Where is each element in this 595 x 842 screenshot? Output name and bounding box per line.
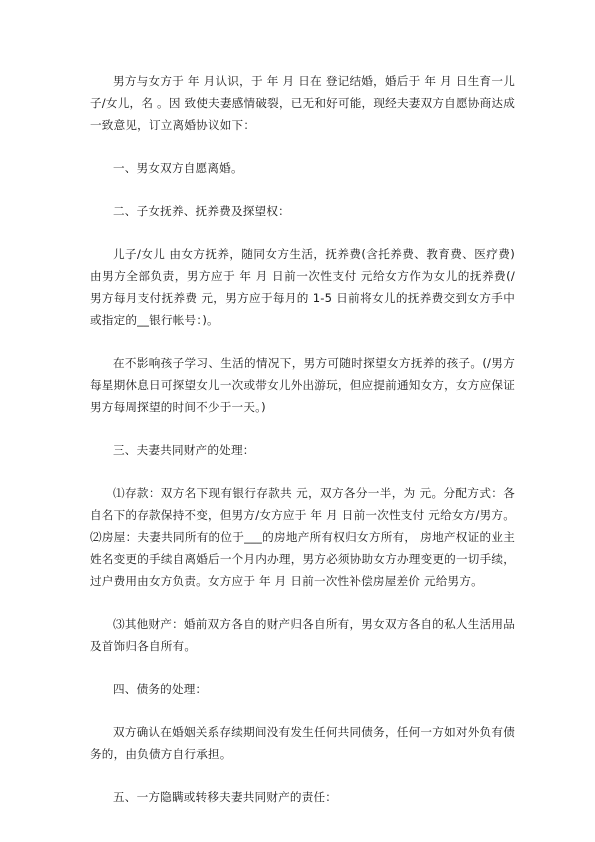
document-body <box>90 70 515 829</box>
section-heading-2: 二、子女抚养、抚养费及探望权： <box>113 204 290 218</box>
other-property-paragraph: ⑶其他财产：婚前双方各自的财产归各自所有，男女双方各自的私人生活用品及首饰归各自所有。 <box>90 617 515 653</box>
property-paragraph: ⑴存款：双方名下现有银行存款共 元，双方各分一半，为 元。分配方式：各自名下的存款保持不变，但男方/女方应于 年 月 日前一次性支付 元给女方/男方。⑵房屋：夫妻共同所有的位于___的房地产所有权归女方所有， 房地产权证的业主姓名变更的手续自离婚后一个月内办理，男方必须协助女方办理变更的一切手续，过户费用由女方负责。女方应于 年 月 日前一次性补偿房屋差价 元给男方。 <box>90 486 515 588</box>
section-heading-3: 三、夫妻共同财产的处理： <box>113 443 255 457</box>
custody-paragraph: 儿子/女儿 由女方抚养，随同女方生活，抚养费(含托养费、教育费、医疗费)由男方全部负责，男方应于 年 月 日前一次性支付 元给女方作为女儿的抚养费(/男方每月支付抚养费 元，男方应于每月的 1-5 日前将女儿的抚养费交到女方手中或指定的__银行帐号：)。 <box>90 247 515 327</box>
visitation-paragraph: 在不影响孩子学习、生活的情况下，男方可随时探望女方抚养的孩子。(/男方每星期休息日可探望女儿一次或带女儿外出游玩，但应提前通知女方，女方应保证男方每周探望的时间不少于一天。) <box>90 356 515 414</box>
section-heading-1: 一、男女双方自愿离婚。 <box>113 161 243 175</box>
section-heading-5: 五、一方隐瞒或转移夫妻共同财产的责任： <box>113 790 338 804</box>
section-heading-4: 四、债务的处理： <box>113 682 208 696</box>
intro-paragraph: 男方与女方于 年 月认识，于 年 月 日在 登记结婚，婚后于 年 月 日生育一儿子/女儿，名 。因 致使夫妻感情破裂，已无和好可能，现经夫妻双方自愿协商达成一致意见，订立离婚协议如下： <box>90 74 515 132</box>
debt-paragraph: 双方确认在婚姻关系存续期间没有发生任何共同债务，任何一方如对外负有债务的，由负债方自行承担。 <box>90 725 515 761</box>
